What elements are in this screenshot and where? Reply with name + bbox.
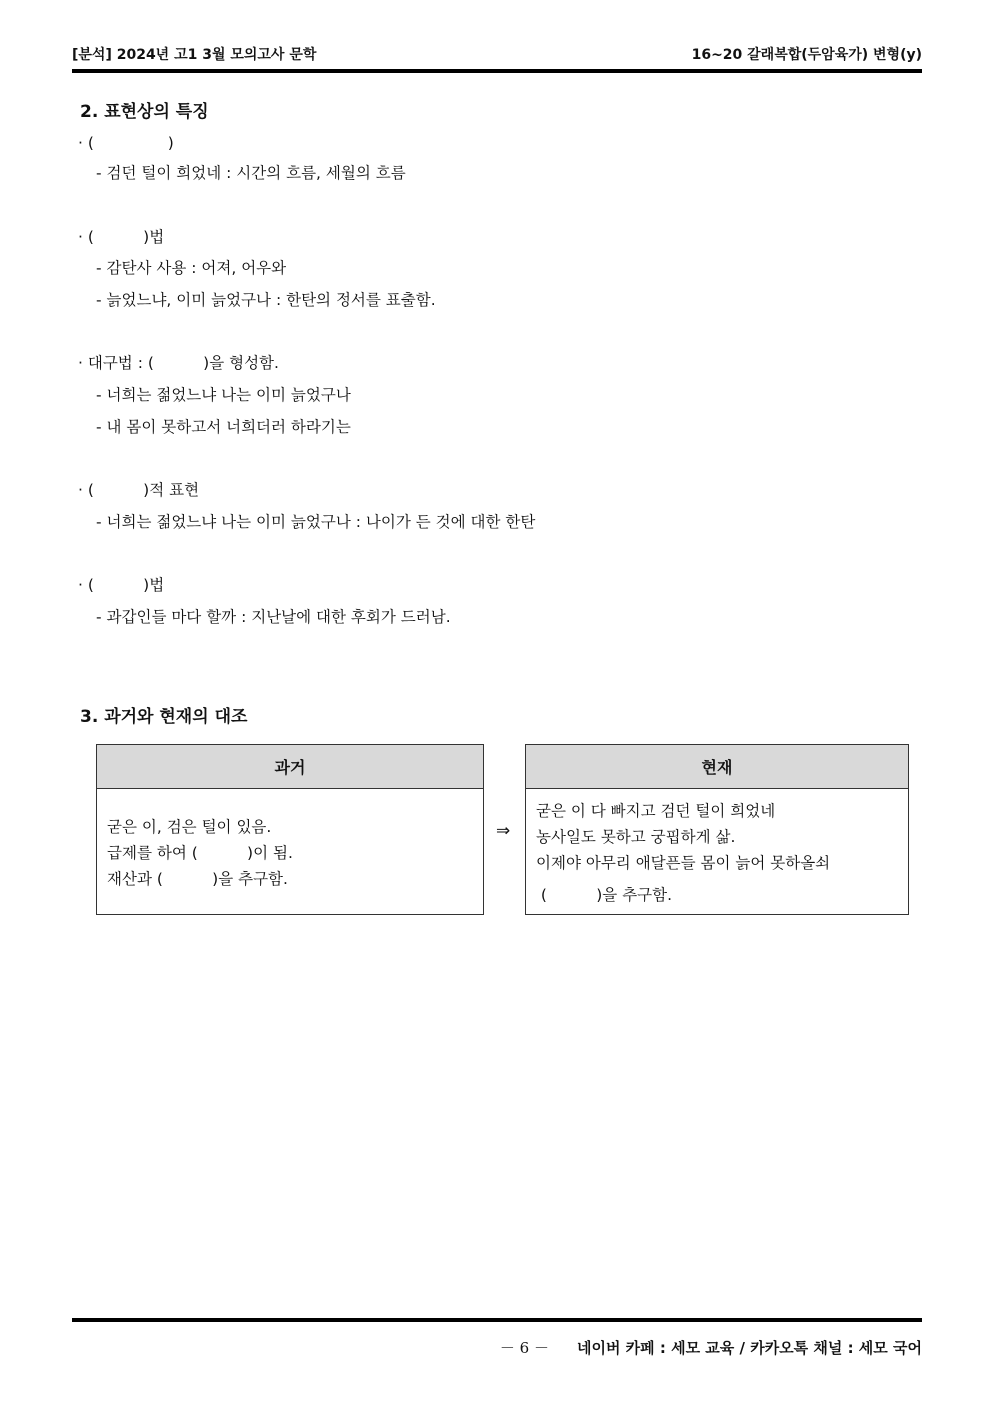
past-box: [96, 744, 484, 915]
past-line: 굳은 이, 검은 털이 있음.: [107, 818, 272, 836]
feature-detail: - 검던 털이 희었네 : 시간의 흐름, 세월의 흐름: [96, 164, 406, 182]
past-line: 재산과 ( )을 추구함.: [107, 870, 288, 888]
section-2-title: 2. 표현상의 특징: [80, 102, 209, 122]
feature-bullet-1: · ( ): [78, 134, 174, 152]
present-box: [525, 744, 909, 915]
header-subtitle: 16~20 갈래복합(두암육가) 변형(y): [691, 47, 922, 63]
page-header: [72, 44, 922, 66]
present-line: ( )을 추구함.: [536, 886, 673, 904]
past-line: 급제를 하여 ( )이 됨.: [107, 844, 293, 862]
feature-detail: - 너희는 젊었느냐 나는 이미 늙었구나: [96, 386, 351, 404]
feature-bullet-5: · ( )법: [78, 576, 165, 594]
feature-detail: - 너희는 젊었느냐 나는 이미 늙었구나 : 나이가 든 것에 대한 한탄: [96, 513, 536, 531]
feature-detail: - 내 몸이 못하고서 너희더러 하라기는: [96, 418, 351, 436]
present-line: 이제야 아무리 애달픈들 몸이 늙어 못하올쇠: [536, 854, 831, 872]
header-title: [분석] 2024년 고1 3월 모의고사 문학: [72, 47, 317, 63]
present-header: 현재: [526, 745, 908, 789]
footer-divider: [72, 1318, 922, 1322]
right-arrow-icon: ⇒: [496, 821, 511, 841]
section-3-title: 3. 과거와 현재의 대조: [80, 707, 248, 727]
past-header: 과거: [97, 745, 483, 789]
page-footer: [500, 1337, 922, 1358]
feature-bullet-3: · 대구법 : ( )을 형성함.: [78, 354, 279, 372]
page-number: － 6 －: [499, 1339, 549, 1357]
present-line: 굳은 이 다 빠지고 검던 털이 희었네: [536, 802, 776, 820]
header-divider: [72, 69, 922, 73]
feature-detail: - 과갑인들 마다 할까 : 지난날에 대한 후회가 드러남.: [96, 608, 451, 626]
feature-detail: - 늙었느냐, 이미 늙었구나 : 한탄의 정서를 표출함.: [96, 291, 436, 309]
footer-info: 네이버 카페 : 세모 교육 / 카카오톡 채널 : 세모 국어: [576, 1339, 922, 1357]
feature-bullet-4: · ( )적 표현: [78, 481, 200, 499]
feature-bullet-2: · ( )법: [78, 228, 165, 246]
feature-detail: - 감탄사 사용 : 어져, 어우와: [96, 259, 287, 277]
present-line: 농사일도 못하고 궁핍하게 삶.: [536, 828, 736, 846]
